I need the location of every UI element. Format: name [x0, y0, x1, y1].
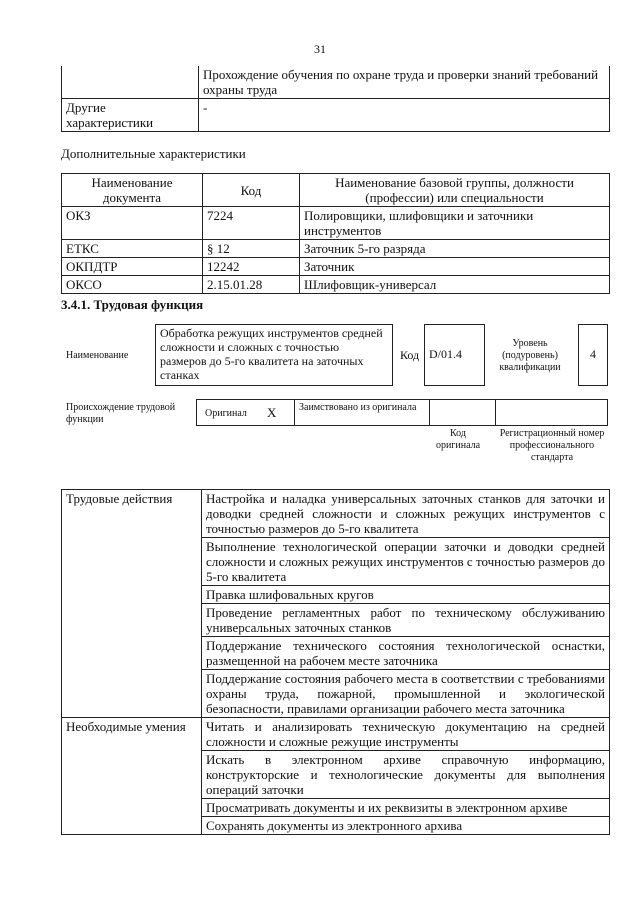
skill-item: Читать и анализировать техническую документацию на средней сложности и сложные режущие инструменты: [202, 718, 610, 751]
skills-label: Необходимые умения: [62, 718, 202, 835]
empty-cell: [62, 66, 199, 99]
qualification-level-value: 4: [578, 324, 608, 386]
continuation-text: Прохождение обучения по охране труда и проверки знаний требований охраны труда: [199, 66, 610, 99]
code-cell: 2.15.01.28: [203, 276, 300, 294]
actions-label: Трудовые действия: [62, 490, 202, 718]
header-group: Наименование базовой группы, должности (профессии) или специальности: [300, 174, 610, 207]
code-cell: § 12: [203, 240, 300, 258]
qualification-level-label: Уровень (подуровень) квалификации: [499, 338, 561, 373]
additional-table: [61, 173, 610, 294]
function-details-table: [61, 489, 610, 835]
section-heading: 3.4.1. Трудовая функция: [61, 297, 204, 312]
table-row: [62, 66, 610, 99]
skill-item: Искать в электронном архиве справочную информацию, конструкторские и технологические документы для выполнения операций заточки: [202, 751, 610, 799]
table-row: [62, 258, 610, 276]
group-cell: Заточник: [300, 258, 610, 276]
table-row: [62, 240, 610, 258]
skill-item: Просматривать документы и их реквизиты в электронном архиве: [202, 799, 610, 817]
doc-cell: ОКПДТР: [62, 258, 203, 276]
table-row: [62, 718, 610, 751]
skill-item: Сохранять документы из электронного архива: [202, 817, 610, 835]
original-mark: X: [267, 405, 277, 420]
other-characteristics-value: -: [199, 99, 610, 132]
doc-cell: ОКЗ: [62, 207, 203, 240]
group-cell: Заточник 5-го разряда: [300, 240, 610, 258]
function-code-label: Код: [400, 348, 420, 362]
action-item: Проведение регламентных работ по техническому обслуживанию универсальных заточных станков: [202, 604, 610, 637]
doc-cell: ЕТКС: [62, 240, 203, 258]
divider: [294, 400, 295, 425]
table-header-row: [62, 174, 610, 207]
header-code: Код: [203, 174, 300, 207]
action-item: Настройка и наладка универсальных заточных станков для заточки и доводки средней сложности и сложных режущих инструментов с точностью размеров до 5-го квалитета: [202, 490, 610, 538]
code-cell: 12242: [203, 258, 300, 276]
header-document: Наименование документа: [62, 174, 203, 207]
page-number: 31: [314, 42, 326, 56]
table-row: [62, 99, 610, 132]
action-item: Выполнение технологической операции заточки и доводки средней сложности и сложных режущих инструментов с точностью размеров до 5-го квалитета: [202, 538, 610, 586]
origin-box: [196, 399, 608, 426]
action-item: Правка шлифовальных кругов: [202, 586, 610, 604]
action-item: Поддержание состояния рабочего места в соответствии с требованиями охраны труда, пожарной, промышленной и экологической безопасности, правилами организации рабочего места заточника: [202, 670, 610, 718]
other-characteristics-label: Другие характеристики: [62, 99, 199, 132]
code-original-caption: Код оригинала: [435, 428, 481, 451]
function-name-label: Наименование: [66, 350, 129, 361]
doc-cell: ОКСО: [62, 276, 203, 294]
action-item: Поддержание технического состояния технологической оснастки, размещенной на рабочем месте заточника: [202, 637, 610, 670]
divider: [429, 400, 430, 425]
function-code-value: D/01.4: [424, 324, 485, 386]
group-cell: Полировщики, шлифовщики и заточники инструментов: [300, 207, 610, 240]
origin-label: Происхождение трудовой функции: [66, 402, 176, 425]
divider: [495, 400, 496, 425]
function-name-value: Обработка режущих инструментов средней сложности и сложных с точностью размеров до 5-го квалитета на заточных станках: [155, 324, 393, 386]
registration-number-caption: Регистрационный номер профессионального стандарта: [499, 428, 605, 463]
code-cell: 7224: [203, 207, 300, 240]
group-cell: Шлифовщик-универсал: [300, 276, 610, 294]
borrowed-label: Заимствовано из оригинала: [299, 402, 417, 413]
table-row: [62, 207, 610, 240]
top-table: [61, 66, 610, 132]
table-row: [62, 276, 610, 294]
table-row: [62, 490, 610, 538]
original-label: Оригинал: [205, 408, 247, 419]
additional-heading: Дополнительные характеристики: [61, 146, 246, 161]
